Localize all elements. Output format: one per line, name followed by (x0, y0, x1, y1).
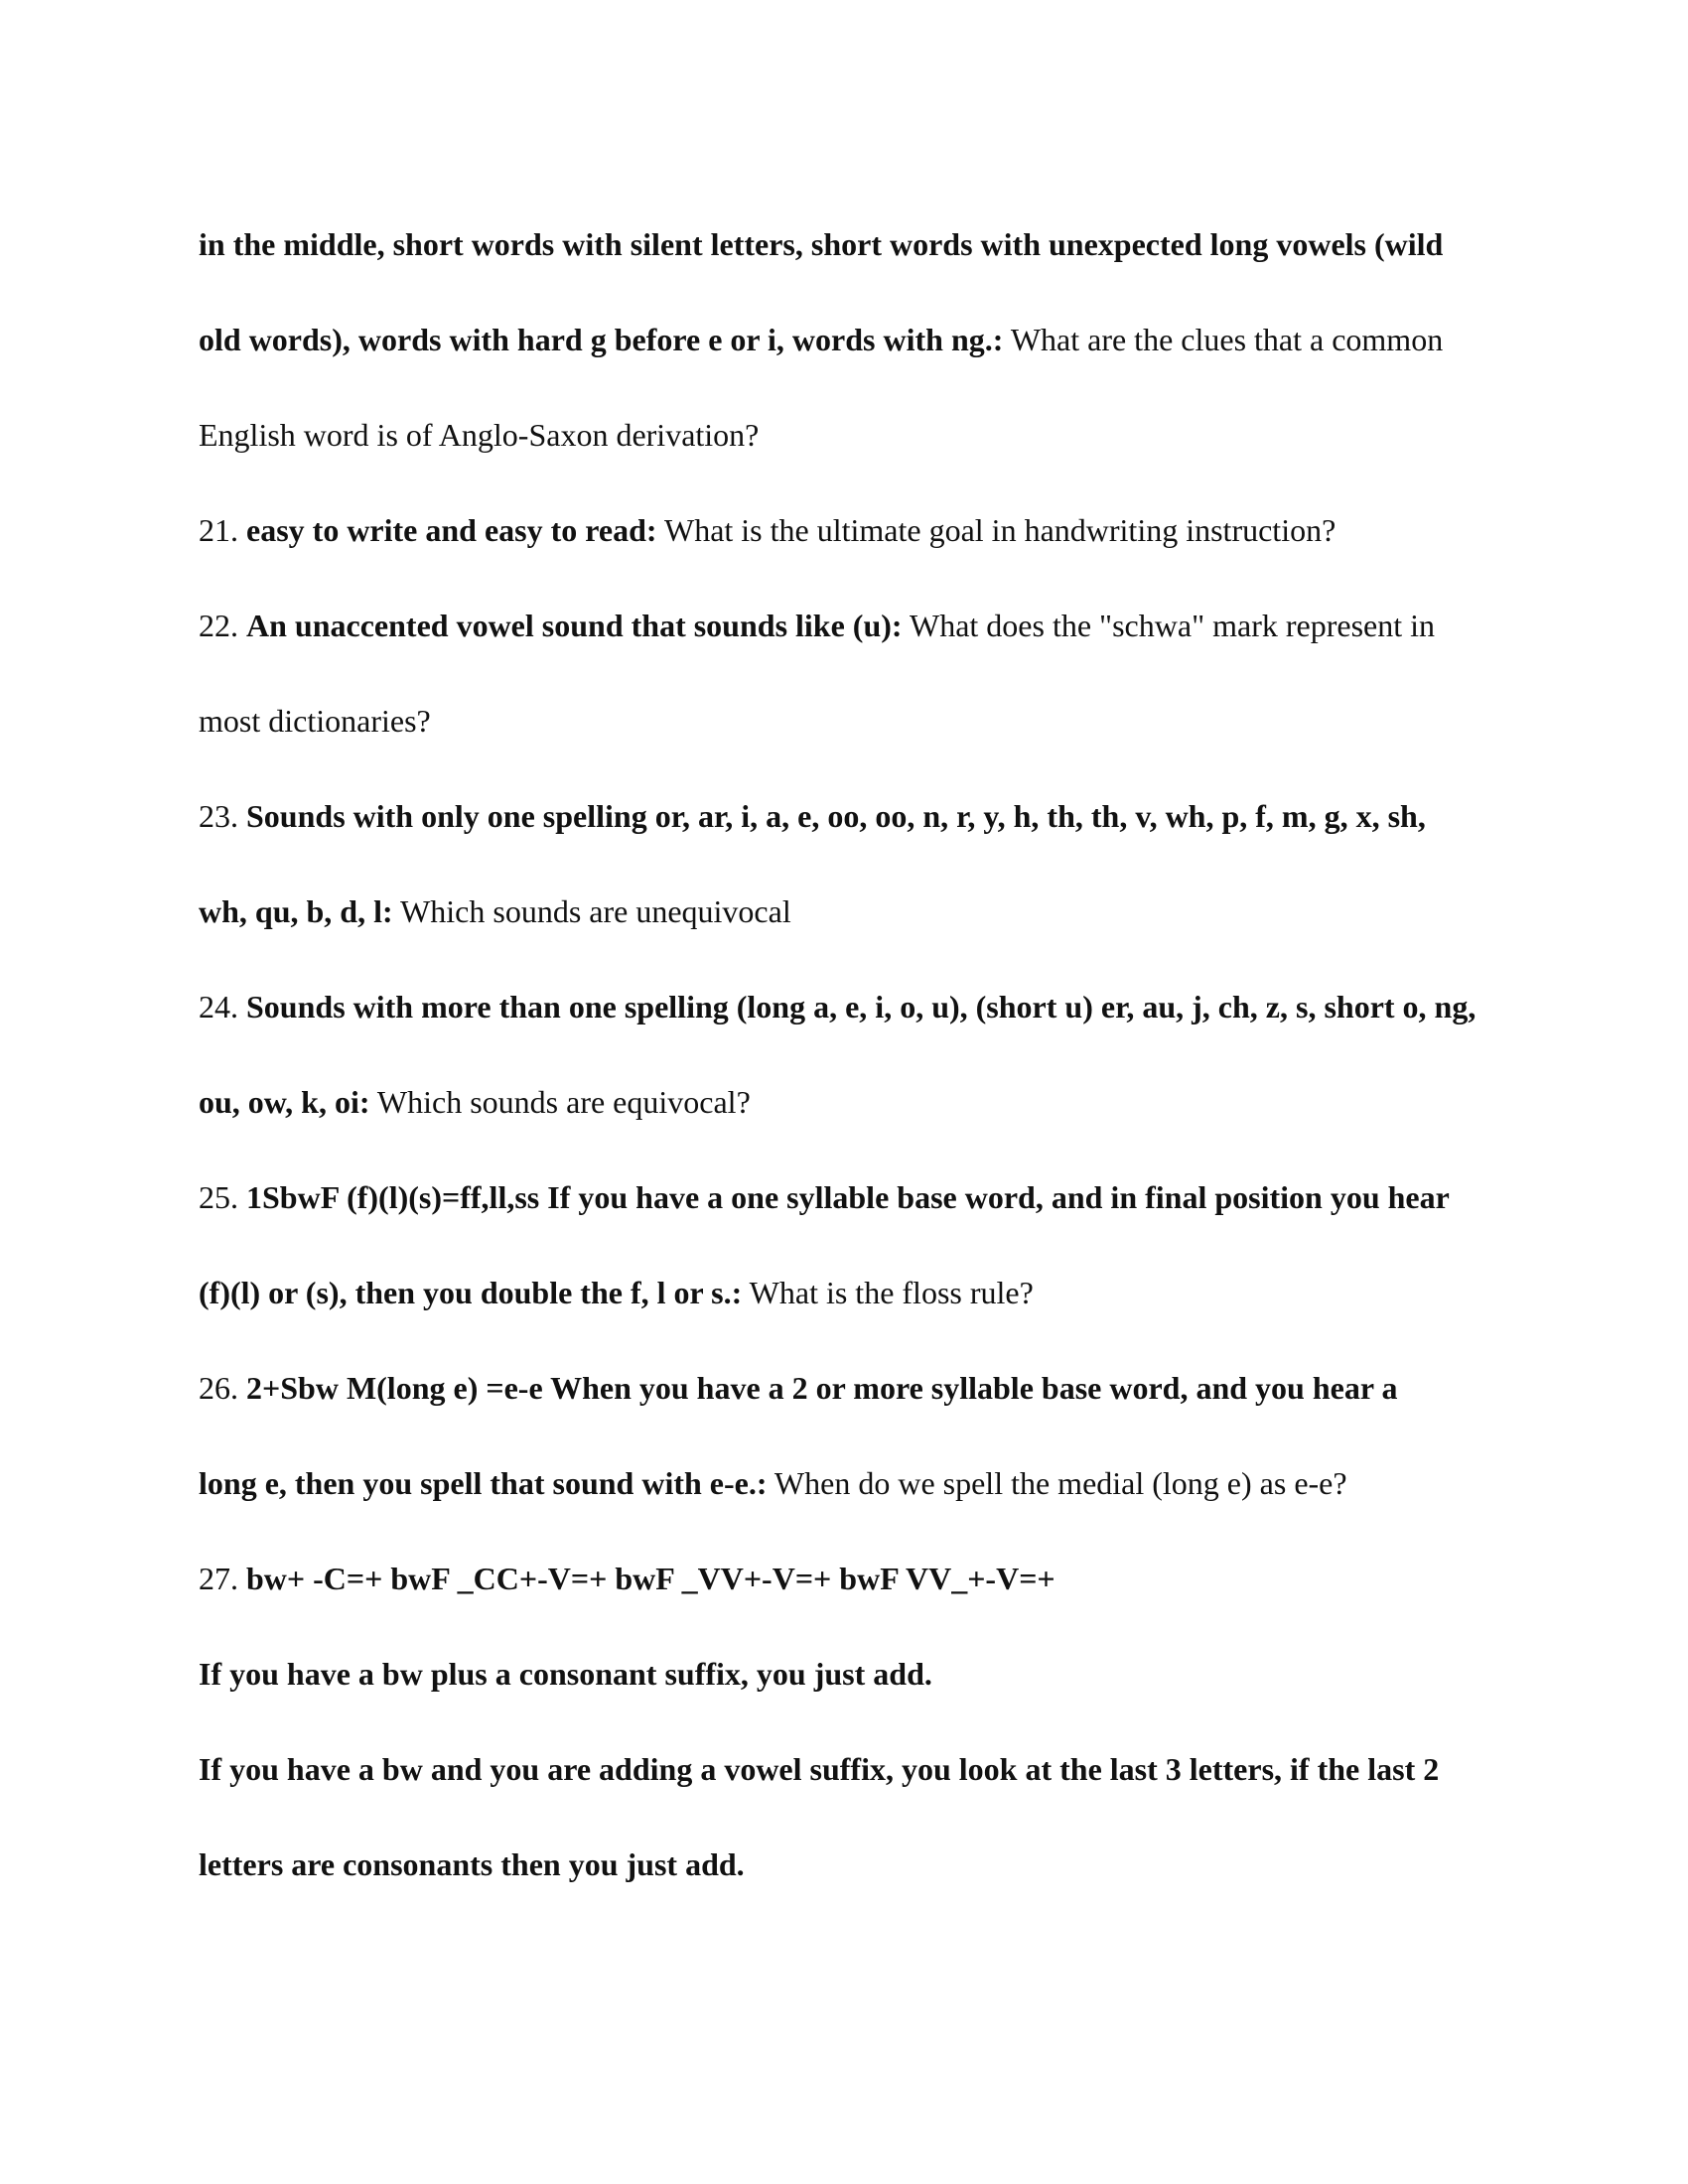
item-answer: bw+ -C=+ bwF _CC+-V=+ bwF _VV+-V=+ bwF VV_+-V=+ (246, 1561, 1055, 1596)
list-item (199, 1150, 1489, 1340)
text-line (199, 482, 1489, 578)
text-line: ou, ow, k, oi: Which sounds are equivocal? (199, 1084, 751, 1120)
text-line: 26. 2+Sbw M(long e) =e-e When you have a 2 or more syllable base word, and you hear a (199, 1370, 1398, 1406)
item-number: 26. (199, 1370, 238, 1406)
text-line: (f)(l) or (s), then you double the f, l or s.: What is the floss rule? (199, 1275, 1034, 1310)
text-line: in the middle, short words with silent letters, short words with unexpected long vowels (wild (199, 226, 1444, 262)
text-line (199, 1531, 1489, 1626)
text-line: If you have a bw and you are adding a vowel suffix, you look at the last 3 letters, if the last 2 (199, 1751, 1440, 1787)
item-question: What is the floss rule? (749, 1275, 1034, 1310)
text-line: 23. Sounds with only one spelling or, ar, i, a, e, oo, oo, n, r, y, h, th, th, v, wh, p, f, m, g, x, sh, (199, 798, 1426, 834)
item-number: 23. (199, 798, 238, 834)
list-item (199, 1340, 1489, 1531)
item-number: 22. (199, 608, 238, 643)
item-answer: An unaccented vowel sound that sounds like (u): (246, 608, 903, 643)
document-body (199, 197, 1489, 1912)
text-line: old words), words with hard g before e or i, words with ng.: What are the clues that a common (199, 322, 1444, 357)
item-number: 27. (199, 1561, 238, 1596)
text-line: letters are consonants then you just add. (199, 1846, 745, 1882)
item-question: What is the ultimate goal in handwriting instruction? (663, 512, 1336, 548)
text-line: long e, then you spell that sound with e-e.: When do we spell the medial (long e) as e-e? (199, 1465, 1347, 1501)
item-question: When do we spell the medial (long e) as e-e? (774, 1465, 1347, 1501)
item-number: 24. (199, 989, 238, 1024)
item-answer: easy to write and easy to read: (246, 512, 657, 548)
list-item (199, 578, 1489, 768)
item-question: Which sounds are unequivocal (400, 893, 791, 929)
text-line: 25. 1SbwF (f)(l)(s)=ff,ll,ss If you have a one syllable base word, and in final position you hear (199, 1179, 1450, 1215)
list-item (199, 959, 1489, 1150)
item-question: Which sounds are equivocal? (376, 1084, 751, 1120)
list-item (199, 768, 1489, 959)
text-line: wh, qu, b, d, l: Which sounds are unequivocal (199, 893, 791, 929)
item-number: 21. (199, 512, 238, 548)
text-line: 22. An unaccented vowel sound that sounds like (u): What does the "schwa" mark represent in (199, 608, 1436, 643)
text-line: English word is of Anglo-Saxon derivation? (199, 417, 760, 453)
text-line: If you have a bw plus a consonant suffix, you just add. (199, 1656, 932, 1692)
text-line: most dictionaries? (199, 703, 431, 739)
item-number: 25. (199, 1179, 238, 1215)
list-item (199, 197, 1489, 482)
text-line: 24. Sounds with more than one spelling (long a, e, i, o, u), (short u) er, au, j, ch, z, s, short o, ng, (199, 989, 1477, 1024)
list-item (199, 482, 1489, 578)
list-item (199, 1531, 1489, 1912)
